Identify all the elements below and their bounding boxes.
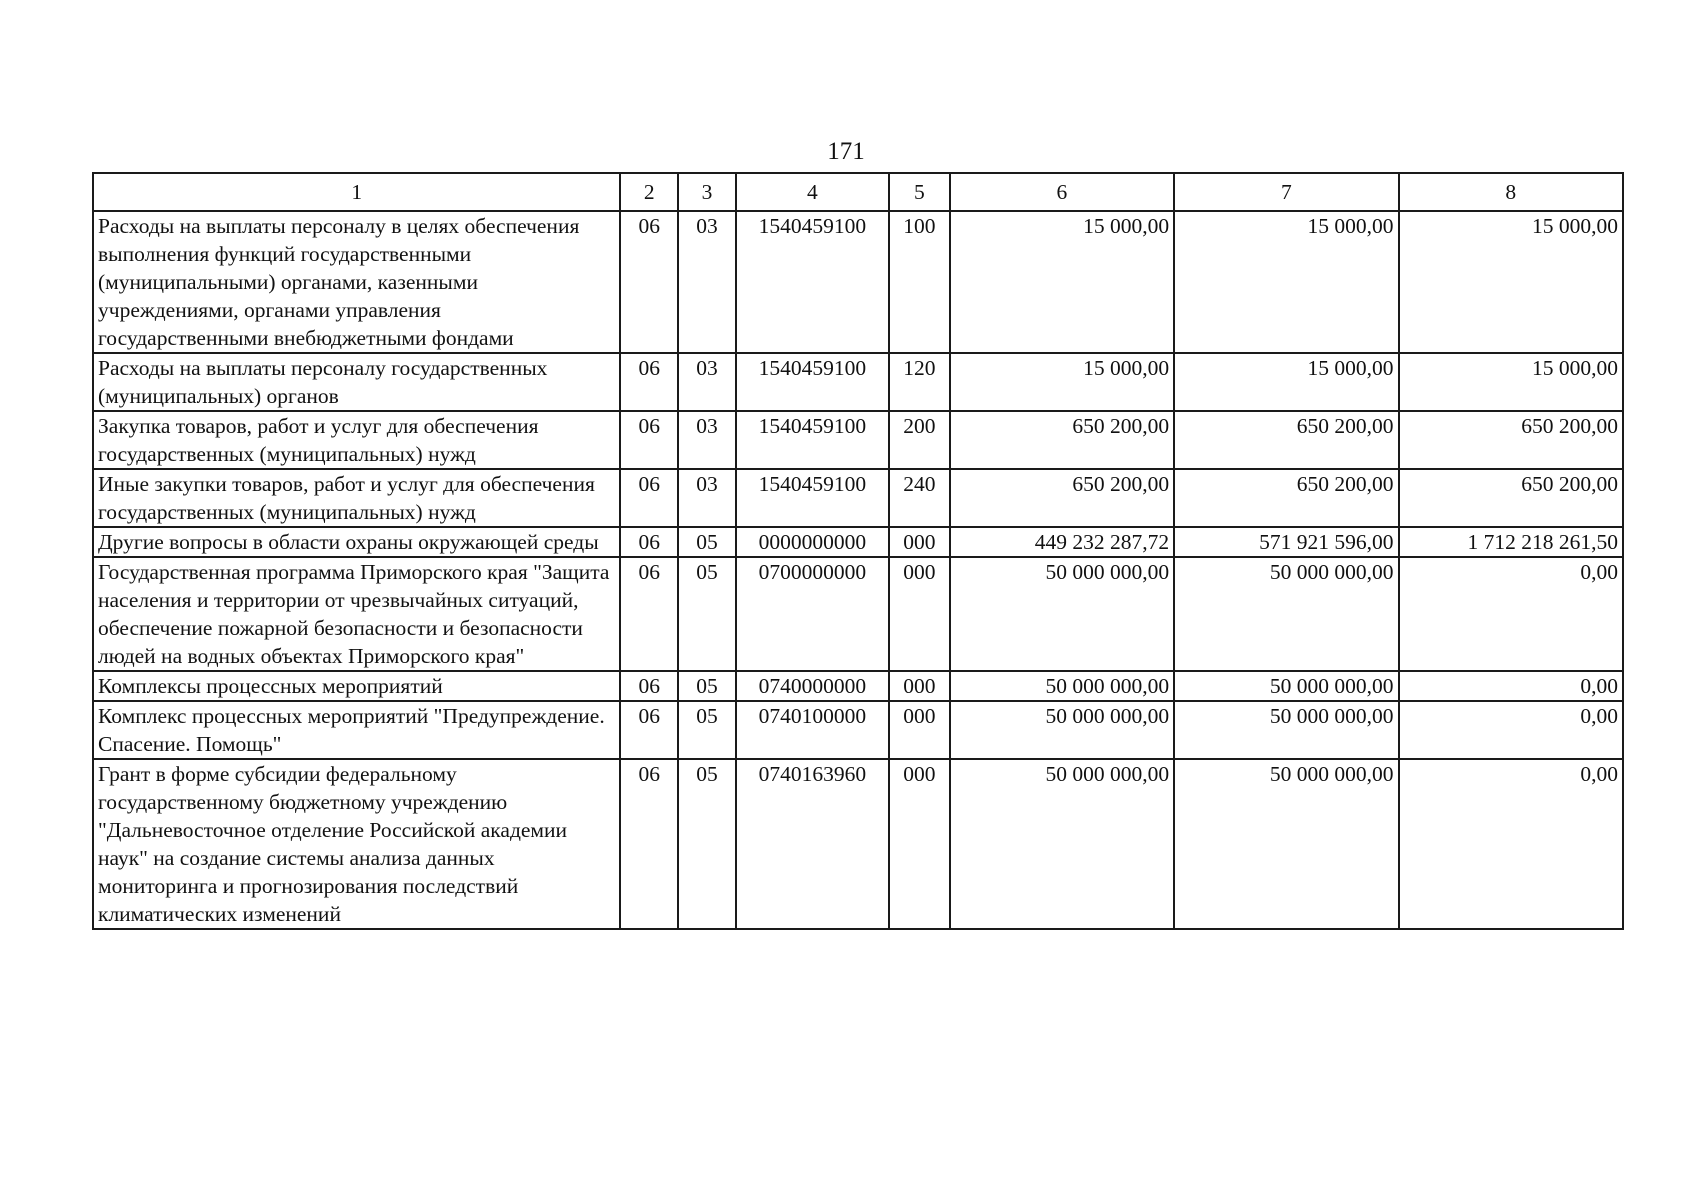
row-subsection: 05 <box>678 759 736 929</box>
row-name: Расходы на выплаты персоналу в целях обеспечения выполнения функций государственными (муниципальными) органами, казенными учреждениями, органами управления государственными внебюджетными фондами <box>93 211 620 353</box>
header-row <box>93 173 1623 211</box>
row-amount-8: 0,00 <box>1399 759 1623 929</box>
row-type: 000 <box>889 557 950 671</box>
page-number: 171 <box>827 138 865 165</box>
row-subsection: 03 <box>678 411 736 469</box>
row-target: 0000000000 <box>736 527 889 557</box>
row-amount-8: 0,00 <box>1399 557 1623 671</box>
row-subsection: 05 <box>678 671 736 701</box>
row-amount-8: 1 712 218 261,50 <box>1399 527 1623 557</box>
table-row <box>93 411 1623 469</box>
row-section: 06 <box>620 671 678 701</box>
row-amount-6: 15 000,00 <box>950 353 1174 411</box>
row-amount-8: 650 200,00 <box>1399 411 1623 469</box>
row-amount-6: 50 000 000,00 <box>950 557 1174 671</box>
row-amount-7: 650 200,00 <box>1174 411 1398 469</box>
row-name: Комплекс процессных мероприятий "Предупреждение. Спасение. Помощь" <box>93 701 620 759</box>
row-subsection: 03 <box>678 353 736 411</box>
row-amount-8: 650 200,00 <box>1399 469 1623 527</box>
header-col-1: 1 <box>93 173 620 211</box>
header-col-3: 3 <box>678 173 736 211</box>
row-subsection: 05 <box>678 701 736 759</box>
row-amount-6: 50 000 000,00 <box>950 759 1174 929</box>
row-type: 000 <box>889 759 950 929</box>
header-col-7: 7 <box>1174 173 1398 211</box>
row-amount-7: 15 000,00 <box>1174 211 1398 353</box>
row-amount-7: 50 000 000,00 <box>1174 671 1398 701</box>
row-name: Другие вопросы в области охраны окружающей среды <box>93 527 620 557</box>
row-type: 240 <box>889 469 950 527</box>
row-target: 0740100000 <box>736 701 889 759</box>
row-amount-7: 50 000 000,00 <box>1174 557 1398 671</box>
header-col-6: 6 <box>950 173 1174 211</box>
row-section: 06 <box>620 759 678 929</box>
table-row <box>93 671 1623 701</box>
row-name: Грант в форме субсидии федеральному государственному бюджетному учреждению "Дальневосточное отделение Российской академии наук" на создание системы анализа данных мониторинга и прогнозирования последствий климатических изменений <box>93 759 620 929</box>
budget-table <box>92 172 1624 930</box>
row-subsection: 03 <box>678 211 736 353</box>
row-name: Иные закупки товаров, работ и услуг для обеспечения государственных (муниципальных) нужд <box>93 469 620 527</box>
row-amount-6: 449 232 287,72 <box>950 527 1174 557</box>
row-amount-7: 571 921 596,00 <box>1174 527 1398 557</box>
row-target: 1540459100 <box>736 353 889 411</box>
row-target: 0700000000 <box>736 557 889 671</box>
row-target: 0740163960 <box>736 759 889 929</box>
row-section: 06 <box>620 469 678 527</box>
row-target: 1540459100 <box>736 211 889 353</box>
table-row <box>93 211 1623 353</box>
row-name: Расходы на выплаты персоналу государственных (муниципальных) органов <box>93 353 620 411</box>
header-col-5: 5 <box>889 173 950 211</box>
row-section: 06 <box>620 701 678 759</box>
row-section: 06 <box>620 527 678 557</box>
row-name: Закупка товаров, работ и услуг для обеспечения государственных (муниципальных) нужд <box>93 411 620 469</box>
row-amount-6: 650 200,00 <box>950 469 1174 527</box>
row-type: 000 <box>889 701 950 759</box>
row-section: 06 <box>620 211 678 353</box>
row-amount-8: 15 000,00 <box>1399 211 1623 353</box>
row-target: 1540459100 <box>736 469 889 527</box>
row-amount-8: 0,00 <box>1399 701 1623 759</box>
row-name: Государственная программа Приморского края "Защита населения и территории от чрезвычайных ситуаций, обеспечение пожарной безопасности и безопасности людей на водных объектах Приморского края" <box>93 557 620 671</box>
row-type: 000 <box>889 527 950 557</box>
table-row <box>93 557 1623 671</box>
row-amount-8: 0,00 <box>1399 671 1623 701</box>
table-row <box>93 759 1623 929</box>
row-target: 0740000000 <box>736 671 889 701</box>
row-amount-6: 15 000,00 <box>950 211 1174 353</box>
table-row <box>93 353 1623 411</box>
row-amount-7: 650 200,00 <box>1174 469 1398 527</box>
row-type: 000 <box>889 671 950 701</box>
row-amount-8: 15 000,00 <box>1399 353 1623 411</box>
row-type: 200 <box>889 411 950 469</box>
row-section: 06 <box>620 353 678 411</box>
row-amount-6: 650 200,00 <box>950 411 1174 469</box>
row-amount-7: 50 000 000,00 <box>1174 701 1398 759</box>
table-row <box>93 701 1623 759</box>
row-name: Комплексы процессных мероприятий <box>93 671 620 701</box>
row-amount-7: 15 000,00 <box>1174 353 1398 411</box>
row-amount-6: 50 000 000,00 <box>950 671 1174 701</box>
row-section: 06 <box>620 411 678 469</box>
row-target: 1540459100 <box>736 411 889 469</box>
row-subsection: 03 <box>678 469 736 527</box>
row-amount-7: 50 000 000,00 <box>1174 759 1398 929</box>
header-col-2: 2 <box>620 173 678 211</box>
row-amount-6: 50 000 000,00 <box>950 701 1174 759</box>
row-subsection: 05 <box>678 557 736 671</box>
row-type: 100 <box>889 211 950 353</box>
row-type: 120 <box>889 353 950 411</box>
header-col-4: 4 <box>736 173 889 211</box>
row-section: 06 <box>620 557 678 671</box>
table-row <box>93 527 1623 557</box>
row-subsection: 05 <box>678 527 736 557</box>
header-col-8: 8 <box>1399 173 1623 211</box>
table-row <box>93 469 1623 527</box>
